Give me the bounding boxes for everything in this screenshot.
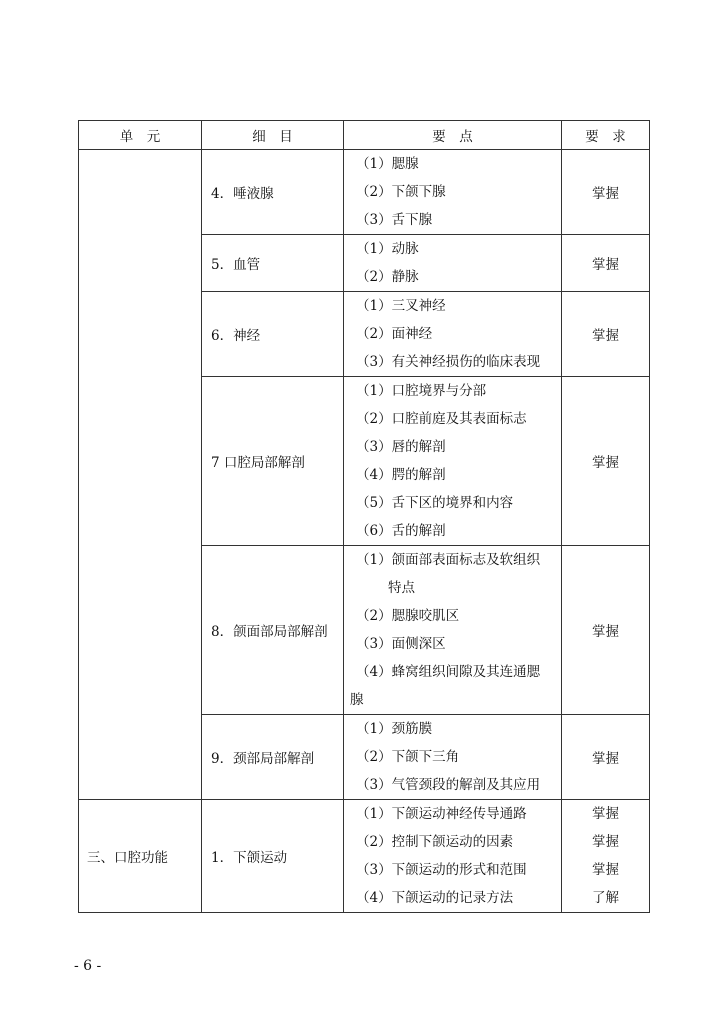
requirement-line: 掌握 [592, 862, 619, 878]
point-line: （1）颈筋膜 [356, 721, 433, 737]
point-line: （3）气管颈段的解剖及其应用 [356, 777, 541, 793]
requirement-cell: 掌握 [562, 292, 650, 377]
requirement-cell: 掌握 [562, 377, 650, 546]
point-line: （5）舌下区的境界和内容 [356, 495, 514, 511]
points-cell [344, 546, 562, 715]
item-cell: 5．血管 [202, 235, 344, 292]
points-cell [344, 715, 562, 800]
requirement-cell: 掌握 [562, 715, 650, 800]
points-cell [344, 235, 562, 292]
point-line: （2）下颌下三角 [356, 749, 460, 765]
points-cell [344, 150, 562, 235]
point-line: （2）静脉 [356, 269, 419, 285]
point-line: （4）腭的解剖 [356, 467, 446, 483]
points-cell [344, 800, 562, 913]
table-row [79, 800, 650, 913]
point-line: （4）蜂窝组织间隙及其连通腮 [356, 664, 541, 680]
point-line: （1）颌面部表面标志及软组织 [356, 552, 541, 568]
item-cell: 6．神经 [202, 292, 344, 377]
requirement-line: 掌握 [592, 834, 619, 850]
point-line: （2）下颌下腺 [356, 184, 446, 200]
unit-cell: 三、口腔功能 [79, 800, 202, 913]
point-line: （2）口腔前庭及其表面标志 [356, 411, 527, 427]
point-line: （1）口腔境界与分部 [356, 383, 487, 399]
point-line: （3）有关神经损伤的临床表现 [356, 354, 541, 370]
syllabus-table [78, 120, 650, 913]
item-cell: 9．颈部局部解剖 [202, 715, 344, 800]
point-line: （4）下颌运动的记录方法 [356, 890, 514, 906]
item-cell: 1．下颌运动 [202, 800, 344, 913]
item-cell: 7 口腔局部解剖 [202, 377, 344, 546]
item-cell: 4．唾液腺 [202, 150, 344, 235]
header-item: 细 目 [202, 121, 344, 150]
requirements-cell [562, 800, 650, 913]
point-line: （3）下颌运动的形式和范围 [356, 862, 527, 878]
unit-cell-blank [79, 150, 202, 800]
header-requirement: 要 求 [562, 121, 650, 150]
header-points: 要 点 [344, 121, 562, 150]
point-line: （1）动脉 [356, 241, 419, 257]
point-line: （1）下颌运动神经传导通路 [356, 806, 527, 822]
table-row [79, 150, 650, 235]
requirement-cell: 掌握 [562, 235, 650, 292]
point-line: （6）舌的解剖 [356, 523, 446, 539]
points-cell [344, 292, 562, 377]
point-line: （2）腮腺咬肌区 [356, 608, 460, 624]
point-line: 特点 [388, 580, 415, 596]
point-line: （3）舌下腺 [356, 212, 433, 228]
requirement-line: 了解 [592, 890, 619, 906]
header-unit: 单 元 [79, 121, 202, 150]
point-line: （2）控制下颌运动的因素 [356, 834, 514, 850]
point-line: （3）面侧深区 [356, 636, 446, 652]
item-cell: 8．颌面部局部解剖 [202, 546, 344, 715]
point-line: （3）唇的解剖 [356, 439, 446, 455]
point-line: （1）三叉神经 [356, 298, 446, 314]
point-line: （2）面神经 [356, 326, 433, 342]
page-number: - 6 - [74, 958, 102, 974]
requirement-cell: 掌握 [562, 546, 650, 715]
point-line: （1）腮腺 [356, 156, 419, 172]
table-header-row [79, 121, 650, 150]
points-cell [344, 377, 562, 546]
requirement-line: 掌握 [592, 806, 619, 822]
point-line: 腺 [350, 692, 364, 708]
requirement-cell: 掌握 [562, 150, 650, 235]
